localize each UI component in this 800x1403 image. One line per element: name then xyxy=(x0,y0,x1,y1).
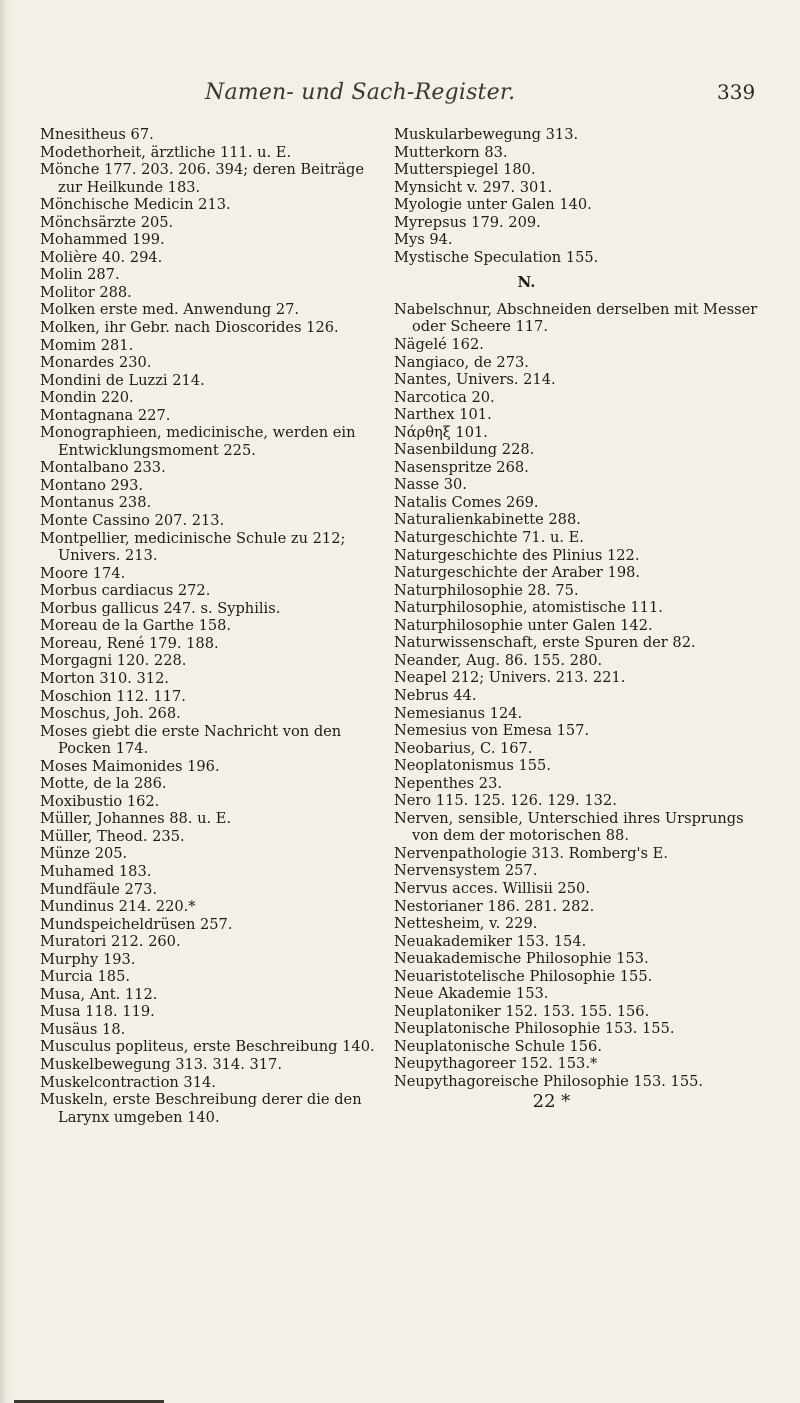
index-entry: Naturgeschichte des Plinius 122. xyxy=(394,546,640,564)
index-entry: Momim 281. xyxy=(40,336,134,354)
index-entry: Neupythagoreer 152. 153.* xyxy=(394,1055,598,1073)
index-entry: Neupythagoreische Philosophie 153. 155. xyxy=(394,1072,704,1090)
index-entry: Moschion 112. 117. xyxy=(40,687,186,705)
index-entry: Nervus acces. Willisii 250. xyxy=(394,879,590,897)
index-entry: Musa, Ant. 112. xyxy=(40,985,158,1003)
signature-mark: 22 * xyxy=(532,1090,571,1112)
index-entry: Naturgeschichte 71. u. E. xyxy=(394,529,584,547)
index-entry: Muskelcontraction 314. xyxy=(40,1073,216,1091)
index-entry: Naturwissenschaft, erste Spuren der 82. xyxy=(394,634,696,652)
index-entry: Mutterspiegel 180. xyxy=(394,161,536,179)
index-entry: Muskularbewegung 313. xyxy=(394,126,579,143)
index-entry: Nebrus 44. xyxy=(394,686,477,704)
index-entry: Molken, ihr Gebr. nach Dioscorides 126. xyxy=(40,319,339,337)
index-entry: Nangiaco, de 273. xyxy=(394,353,529,371)
index-entry: Neoplatonismus 155. xyxy=(394,757,551,775)
index-entry: Molière 40. 294. xyxy=(40,248,163,266)
index-entry: Mutterkorn 83. xyxy=(394,143,508,161)
index-entry: Moxibustio 162. xyxy=(40,792,160,810)
index-entry: Musculus popliteus, erste Beschreibung 140. xyxy=(40,1038,375,1056)
index-entry: Nemesianus 124. xyxy=(394,704,523,722)
index-entry: Molin 287. xyxy=(40,266,120,284)
index-entry: Nasenbildung 228. xyxy=(394,441,535,459)
index-entry: Mondin 220. xyxy=(40,389,134,407)
index-entry: Nestorianer 186. 281. 282. xyxy=(394,897,595,915)
index-entry: Nabelschnur, Abschneiden derselben mit Messer oder Scheere 117. xyxy=(394,300,758,336)
index-entry: Morgagni 120. 228. xyxy=(40,652,187,670)
index-entry: Morton 310. 312. xyxy=(40,669,170,687)
index-entry: Neuplatonische Schule 156. xyxy=(394,1037,602,1055)
index-entry: Mundspeicheldrüsen 257. xyxy=(40,915,233,933)
index-entry: Mys 94. xyxy=(394,231,453,249)
index-entry: Murphy 193. xyxy=(40,950,136,968)
index-entry: Neuplatonische Philosophie 153. 155. xyxy=(394,1020,675,1038)
index-entry: Neander, Aug. 86. 155. 280. xyxy=(394,651,603,669)
index-entry: Münze 205. xyxy=(40,845,128,863)
index-entry: Nerven, sensible, Unterschied ihres Ursprungs von dem der motorischen 88. xyxy=(394,809,744,845)
index-entry: Neuakademiker 153. 154. xyxy=(394,932,587,950)
index-entry: Montagnana 227. xyxy=(40,406,171,424)
index-entry: Mystische Speculation 155. xyxy=(394,248,599,266)
index-entry: Mundfäule 273. xyxy=(40,880,158,898)
index-entry: Naturphilosophie, atomistische 111. xyxy=(394,599,663,617)
index-entry: Narthex 101. xyxy=(394,406,492,424)
page-number: 339 xyxy=(717,80,756,104)
index-entry: Nero 115. 125. 126. 129. 132. xyxy=(394,792,617,810)
index-entry: Modethorheit, ärztliche 111. u. E. xyxy=(40,143,292,161)
index-entry: Moschus, Joh. 268. xyxy=(40,705,181,723)
index-entry: Nasse 30. xyxy=(394,476,467,494)
index-entry: Mnesitheus 67. xyxy=(40,126,154,143)
index-entry: Montpellier, medicinische Schule zu 212; Univers. 213. xyxy=(40,529,346,565)
index-entry: Narcotica 20. xyxy=(394,388,495,406)
index-entry: Mönchsärzte 205. xyxy=(40,213,174,231)
index-entry: Monte Cassino 207. 213. xyxy=(40,512,225,530)
index-entry: Musäus 18. xyxy=(40,1020,126,1038)
index-entry: Nervensystem 257. xyxy=(394,862,538,880)
index-entry: Montalbano 233. xyxy=(40,459,166,477)
index-entry: Murcia 185. xyxy=(40,968,130,986)
index-entry: Nervenpathologie 313. Romberg's E. xyxy=(394,844,668,862)
index-entry: Neapel 212; Univers. 213. 221. xyxy=(394,669,626,687)
index-entry: Muhamed 183. xyxy=(40,862,152,880)
index-entry: Morbus gallicus 247. s. Syphilis. xyxy=(40,599,281,617)
index-entry: Mondini de Luzzi 214. xyxy=(40,371,205,389)
index-entry: Neobarius, C. 167. xyxy=(394,739,533,757)
index-entry: Nepenthes 23. xyxy=(394,774,503,792)
index-entry: Motte, de la 286. xyxy=(40,775,167,793)
scan-edge-shadow xyxy=(0,0,12,1403)
index-entry: Moreau, René 179. 188. xyxy=(40,634,219,652)
index-entry: Mundinus 214. 220.* xyxy=(40,898,196,916)
index-entry: Muskelbewegung 313. 314. 317. xyxy=(40,1055,282,1073)
index-entry: Mönchische Medicin 213. xyxy=(40,196,231,214)
index-entry: Naturalienkabinette 288. xyxy=(394,511,581,529)
index-entry: Moore 174. xyxy=(40,564,126,582)
index-entry: Mönche 177. 203. 206. 394; deren Beiträge zur Heilkunde 183. xyxy=(40,161,364,196)
index-entry: Mohammed 199. xyxy=(40,231,165,249)
index-entry: Nasenspritze 268. xyxy=(394,458,529,476)
index-entry: Morbus cardiacus 272. xyxy=(40,582,211,600)
index-entry: Myrepsus 179. 209. xyxy=(394,213,541,231)
index-entry: Montano 293. xyxy=(40,476,144,494)
index-entry: Monographieen, medicinische, werden ein Entwicklungsmoment 225. xyxy=(40,424,356,459)
index-entry: Myologie unter Galen 140. xyxy=(394,196,592,214)
right-column xyxy=(394,126,769,1110)
index-entry: Naturphilosophie unter Galen 142. xyxy=(394,616,653,634)
index-entry: Neue Akademie 153. xyxy=(394,985,549,1003)
index-entry: Müller, Theod. 235. xyxy=(40,827,185,845)
index-entry: Mynsicht v. 297. 301. xyxy=(394,178,553,196)
index-entry: Moses giebt die erste Nachricht von den Pocken 174. xyxy=(40,722,342,758)
index-entry: Nägelé 162. xyxy=(394,336,484,354)
index-entry: Nettesheim, v. 229. xyxy=(394,915,538,933)
index-entry: Molitor 288. xyxy=(40,283,132,301)
index-entry: Nemesius von Emesa 157. xyxy=(394,722,590,740)
index-entry: Moreau de la Garthe 158. xyxy=(40,617,232,635)
left-column xyxy=(40,126,380,1126)
index-entry: Müller, Johannes 88. u. E. xyxy=(40,810,232,828)
index-entry: Neuplatoniker 152. 153. 155. 156. xyxy=(394,1002,650,1020)
index-entry: Nantes, Univers. 214. xyxy=(394,371,556,389)
page-header xyxy=(0,76,800,116)
index-entry: Monardes 230. xyxy=(40,354,152,372)
index-entry: Muskeln, erste Beschreibung derer die den Larynx umgeben 140. xyxy=(40,1091,362,1126)
running-title: Namen- und Sach-Register. xyxy=(205,80,516,105)
index-entry: Natalis Comes 269. xyxy=(394,493,539,511)
index-entry: Naturgeschichte der Araber 198. xyxy=(394,564,641,582)
section-letter-heading: N. xyxy=(517,273,536,292)
index-entry: Naturphilosophie 28. 75. xyxy=(394,581,579,599)
index-entry: Νάρθηξ 101. xyxy=(394,423,488,441)
index-entry: Muratori 212. 260. xyxy=(40,933,181,951)
index-entry: Molken erste med. Anwendung 27. xyxy=(40,301,300,319)
index-entry: Neuaristotelische Philosophie 155. xyxy=(394,967,653,985)
index-entry: Moses Maimonides 196. xyxy=(40,757,220,775)
index-entry: Montanus 238. xyxy=(40,494,152,512)
index-entry: Musa 118. 119. xyxy=(40,1003,155,1021)
index-entry: Neuakademische Philosophie 153. xyxy=(394,950,649,968)
